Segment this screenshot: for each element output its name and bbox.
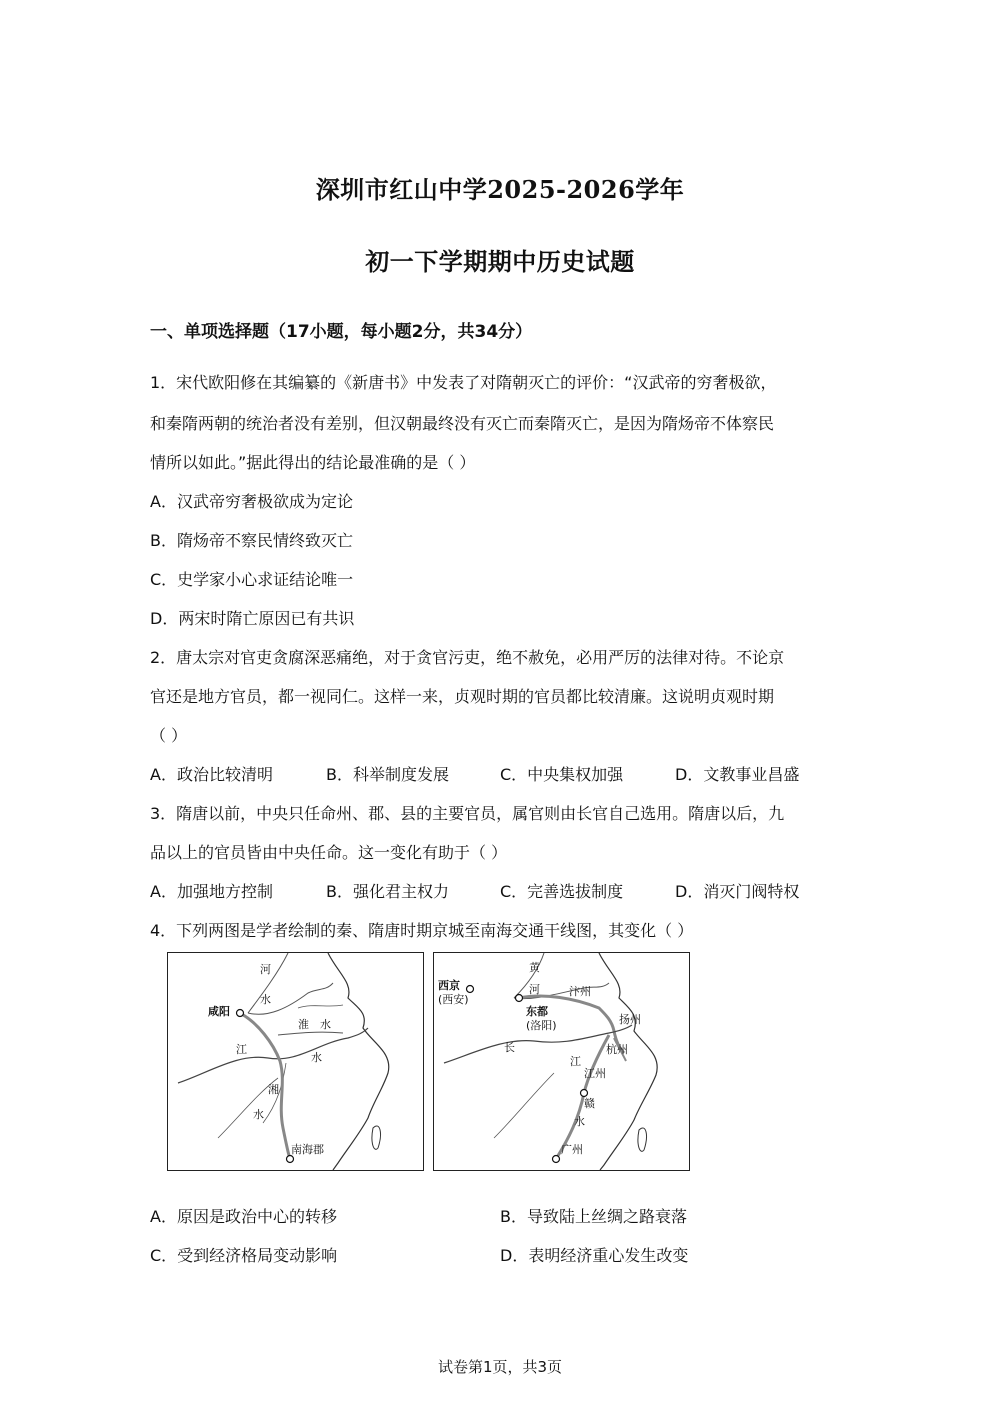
page-footer: 试卷第1页，共3页 [437,1358,563,1376]
q2-option-c[interactable]: C．中央集权加强 [500,765,624,784]
exam-subtitle: 初一下学期期中历史试题 [365,247,635,276]
map-label: 扬州 [619,1013,641,1026]
q1-option-c[interactable]: C．史学家小心求证结论唯一 [150,570,354,589]
dongdu-marker-icon [516,995,523,1002]
q3-line: 品以上的官员皆由中央任命。这一变化有助于（ ） [150,843,508,862]
q4-option-a[interactable]: A．原因是政治中心的转移 [150,1207,337,1226]
suitang-route-map [433,952,690,1171]
guangzhou-marker-icon [553,1156,560,1163]
q4-option-b[interactable]: B．导致陆上丝绸之路衰落 [500,1207,687,1226]
q2-option-d[interactable]: D．文教事业昌盛 [675,765,800,784]
map-label: 西京 [438,979,460,992]
map-label: 河 [529,983,540,996]
q2-line: 2．唐太宗对官吏贪腐深恶痛绝，对于贪官污吏，绝不赦免，必用严厉的法律对待。不论京 [150,648,785,667]
map-label: 湘 [268,1083,279,1096]
section-heading: 一、单项选择题（17小题，每小题2分，共34分） [150,322,533,342]
map-label: 水 [311,1051,322,1064]
xianyang-marker-icon [237,1010,244,1017]
q3-option-a[interactable]: A．加强地方控制 [150,882,273,901]
qin-route-map [167,952,424,1171]
q3-line: 3．隋唐以前，中央只任命州、郡、县的主要官员，属官则由长官自己选用。隋唐以后，九 [150,804,785,823]
map-label: 杭州 [606,1043,628,1056]
jiangzhou-marker-icon [581,1090,588,1097]
q4-line: 4．下列两图是学者绘制的秦、隋唐时期京城至南海交通干线图，其变化（ ） [150,921,694,940]
q2-line: （ ） [150,726,188,745]
q2-option-a[interactable]: A．政治比较清明 [150,765,273,784]
q1-option-a[interactable]: A．汉武帝穷奢极欲成为定论 [150,492,353,511]
map-label: 广州 [561,1143,583,1156]
q4-option-c[interactable]: C．受到经济格局变动影响 [150,1246,338,1265]
map-label: 江 [236,1043,247,1056]
q1-line: 情所以如此。”据此得出的结论最准确的是（ ） [150,453,476,472]
map-label: 黄 [529,961,540,974]
map-label: 淮 [298,1018,309,1031]
map-label: 水 [260,993,271,1006]
q1-line: 1．宋代欧阳修在其编纂的《新唐书》中发表了对隋朝灭亡的评价：“汉武帝的穷奢极欲， [150,373,777,392]
q3-option-c[interactable]: C．完善选拔制度 [500,882,624,901]
map-label: 水 [320,1018,331,1031]
map-label: 咸阳 [208,1005,230,1018]
map-label: (洛阳) [526,1019,557,1032]
map-label: 水 [253,1108,264,1121]
q4-option-d[interactable]: D．表明经济重心发生改变 [500,1246,689,1265]
map-label: 水 [574,1115,585,1128]
map-label: 汴州 [569,985,591,998]
q1-option-b[interactable]: B．隋炀帝不察民情终致灭亡 [150,531,353,550]
map-label: 东都 [526,1005,548,1018]
q2-option-b[interactable]: B．科举制度发展 [326,765,449,784]
map-label: 赣 [584,1097,595,1110]
map-label: 江 [570,1055,581,1068]
q1-line: 和秦隋两朝的统治者没有差别，但汉朝最终没有灭亡而秦隋灭亡，是因为隋炀帝不体察民 [150,414,775,433]
nanhai-marker-icon [287,1156,294,1163]
q2-line: 官还是地方官员，都一视同仁。这样一来，贞观时期的官员都比较清廉。这说明贞观时期 [150,687,775,706]
q1-option-d[interactable]: D．两宋时隋亡原因已有共识 [150,609,355,628]
xijing-marker-icon [467,986,474,993]
q3-option-d[interactable]: D．消灭门阀特权 [675,882,800,901]
map-label: 河 [260,963,271,976]
map-label: 长 [504,1041,515,1054]
q3-option-b[interactable]: B．强化君主权力 [326,882,449,901]
map-label: 江州 [584,1067,606,1080]
exam-title: 深圳市红山中学2025-2026学年 [315,175,685,204]
map-label: (西安) [438,993,469,1006]
map-label: 南海郡 [291,1143,324,1156]
